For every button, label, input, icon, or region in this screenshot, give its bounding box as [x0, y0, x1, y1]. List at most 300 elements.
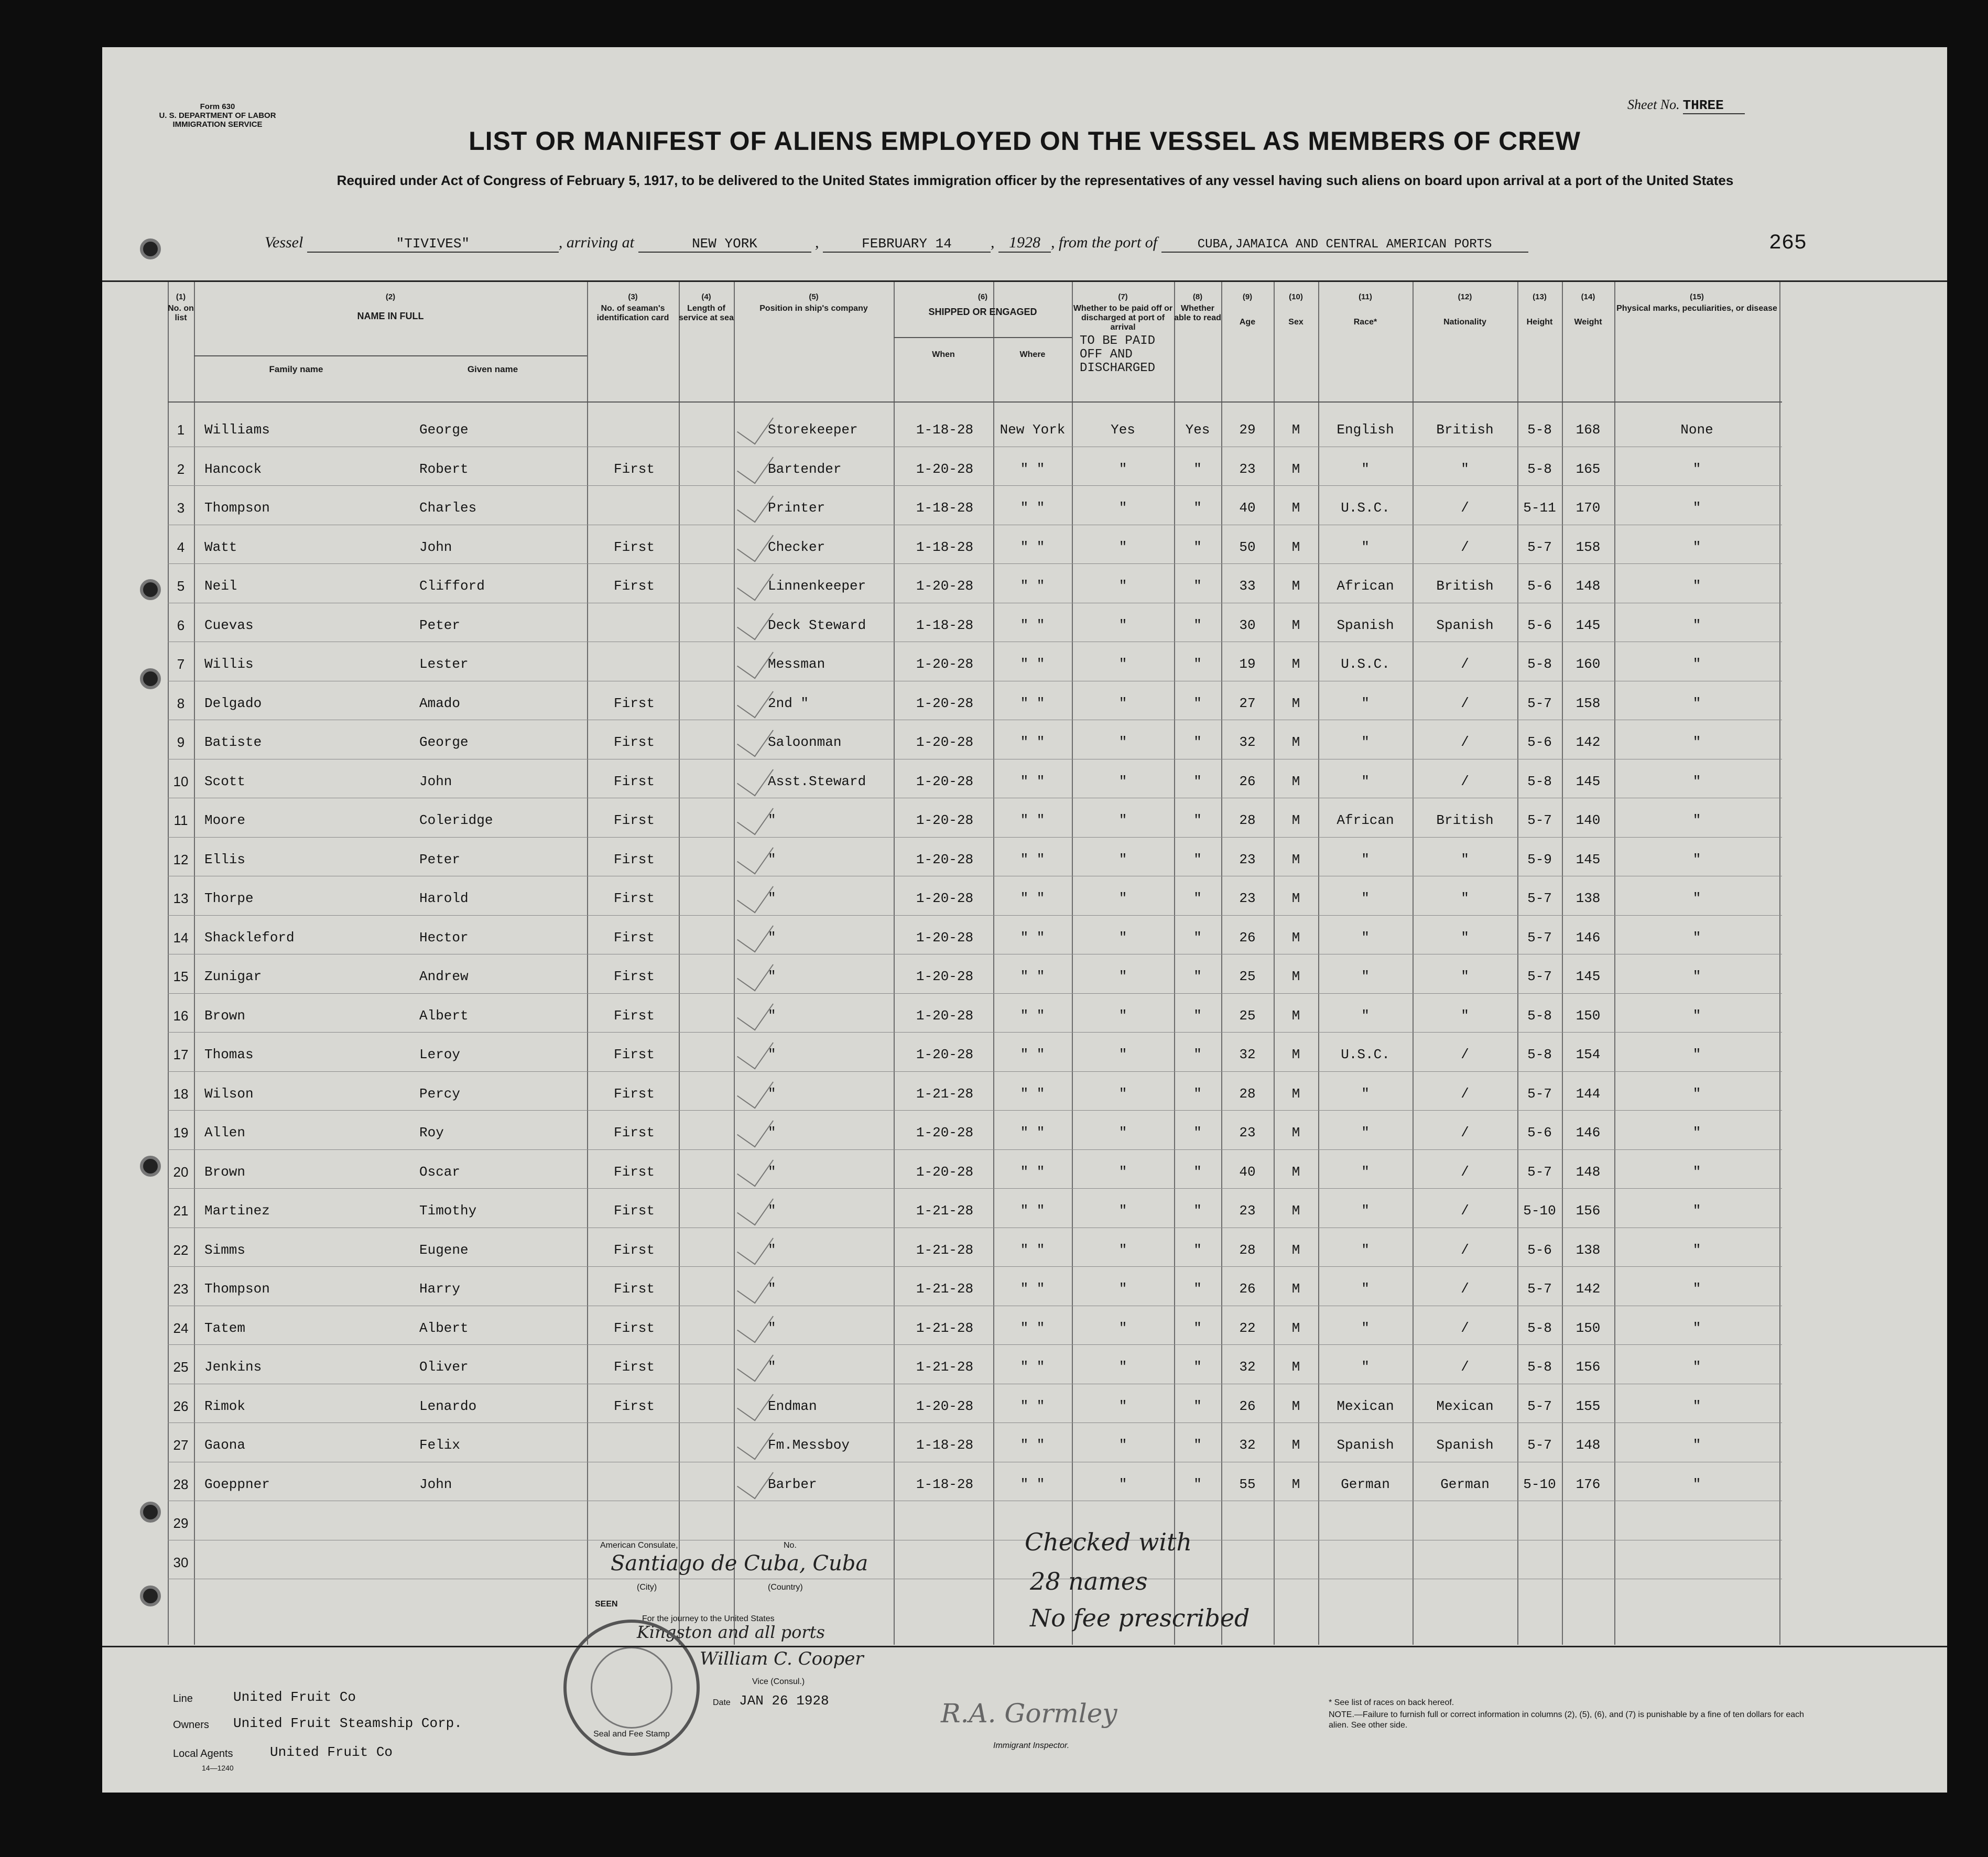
- cell-race: English: [1337, 422, 1394, 438]
- cell-paid: ": [1118, 1164, 1127, 1180]
- cell-age: 40: [1239, 1164, 1256, 1180]
- cell-nationality: /: [1461, 1320, 1469, 1336]
- check-mark: [737, 1187, 774, 1226]
- line-label: Line: [173, 1693, 193, 1704]
- cell-no: 17: [173, 1047, 189, 1062]
- cell-sex: M: [1291, 695, 1300, 711]
- cell-no: 21: [173, 1203, 189, 1219]
- cell-read: ": [1193, 500, 1202, 516]
- cell-no: 25: [173, 1359, 189, 1375]
- cell-given: Andrew: [419, 969, 469, 984]
- cell-age: 25: [1239, 1007, 1256, 1024]
- punch-hole: [140, 668, 161, 689]
- check-mark: [737, 874, 774, 914]
- consul-label: Vice (Consul.): [752, 1677, 805, 1686]
- cell-family: Wilson: [204, 1085, 254, 1102]
- cell-when: 1-20-28: [916, 969, 974, 984]
- cell-read: ": [1193, 1320, 1202, 1336]
- cell-paid: ": [1118, 1203, 1127, 1219]
- cell-paid: ": [1118, 1476, 1127, 1492]
- header-no: (1) No. on list: [168, 292, 194, 322]
- cell-where: " ": [1020, 1007, 1045, 1024]
- cell-sex: M: [1291, 1398, 1300, 1414]
- cell-paid: ": [1118, 1085, 1127, 1102]
- cell-card: First: [613, 1164, 655, 1180]
- cell-paid: ": [1118, 891, 1127, 906]
- cell-height: 5-8: [1527, 1320, 1552, 1336]
- cell-height: 5-7: [1527, 1164, 1552, 1180]
- cell-sex: M: [1291, 656, 1300, 672]
- cell-race: African: [1337, 578, 1394, 594]
- cell-position: Messman: [768, 656, 825, 672]
- cell-read: ": [1193, 812, 1202, 828]
- header-race: (11) Race*: [1353, 292, 1377, 327]
- check-mark: [737, 640, 774, 679]
- cell-family: Williams: [204, 422, 270, 438]
- check-mark: [737, 1109, 774, 1148]
- cell-when: 1-18-28: [916, 500, 974, 516]
- row-rule: [168, 485, 1782, 486]
- cell-where: " ": [1020, 1437, 1045, 1453]
- cell-paid: ": [1118, 851, 1127, 867]
- cell-position: Fm.Messboy: [768, 1437, 850, 1453]
- cell-marks: ": [1692, 539, 1701, 555]
- cell-weight: 150: [1576, 1007, 1601, 1024]
- fine-note: NOTE.—Failure to furnish full or correct information in columns (2), (5), (6), and (7) is punishable by a fine of ten dollars for each alien. See other side.: [1329, 1710, 1805, 1730]
- cell-marks: ": [1692, 1125, 1701, 1141]
- cell-given: Timothy: [419, 1203, 477, 1219]
- check-mark: [737, 1225, 774, 1265]
- cell-marks: ": [1692, 500, 1701, 516]
- cell-position: ": [768, 1359, 776, 1375]
- cell-nationality: /: [1461, 1203, 1469, 1219]
- voyage-line: Vessel "TIVIVES" , arriving at NEW YORK , FEBRUARY 14 , 1928 , from the port of CUBA,JAMAICA AND CENTRAL AMERICAN PORTS: [265, 234, 1942, 253]
- cell-read: ": [1193, 617, 1202, 633]
- cell-sex: M: [1291, 1047, 1300, 1062]
- cell-race: ": [1361, 929, 1370, 946]
- cell-paid: ": [1118, 500, 1127, 516]
- cell-read: ": [1193, 929, 1202, 946]
- cell-marks: ": [1692, 656, 1701, 672]
- cell-marks: ": [1692, 1437, 1701, 1453]
- cell-card: First: [613, 1359, 655, 1375]
- cell-age: 40: [1239, 500, 1256, 516]
- cell-sex: M: [1291, 812, 1300, 828]
- cell-weight: 156: [1576, 1203, 1601, 1219]
- cell-given: Percy: [419, 1085, 461, 1102]
- cell-age: 27: [1239, 695, 1256, 711]
- cell-nationality: ": [1461, 851, 1469, 867]
- cell-nationality: /: [1461, 1125, 1469, 1141]
- cell-weight: 144: [1576, 1085, 1601, 1102]
- cell-paid: ": [1118, 773, 1127, 789]
- cell-given: Felix: [419, 1437, 461, 1453]
- cell-read: ": [1193, 1085, 1202, 1102]
- cell-family: Thomas: [204, 1047, 254, 1062]
- cell-family: Hancock: [204, 461, 262, 477]
- cell-paid: ": [1118, 1437, 1127, 1453]
- cell-age: 22: [1239, 1320, 1256, 1336]
- cell-marks: ": [1692, 969, 1701, 984]
- cell-height: 5-7: [1527, 929, 1552, 946]
- cell-given: Charles: [419, 500, 477, 516]
- cell-card: First: [613, 1242, 655, 1258]
- print-code: 14—1240: [202, 1764, 234, 1772]
- cell-sex: M: [1291, 891, 1300, 906]
- cell-age: 19: [1239, 656, 1256, 672]
- cell-no: 4: [177, 539, 185, 555]
- cell-height: 5-6: [1527, 617, 1552, 633]
- cell-read: ": [1193, 1476, 1202, 1492]
- cell-when: 1-20-28: [916, 812, 974, 828]
- cell-given: Peter: [419, 617, 461, 633]
- cell-given: Lenardo: [419, 1398, 477, 1414]
- cell-where: " ": [1020, 1476, 1045, 1492]
- header-sex: (10) Sex: [1288, 292, 1303, 327]
- cell-marks: ": [1692, 734, 1701, 750]
- cell-family: Allen: [204, 1125, 246, 1141]
- cell-no: 29: [173, 1515, 189, 1531]
- cell-marks: ": [1692, 1476, 1701, 1492]
- header-marks: (15) Physical marks, peculiarities, or disease: [1616, 292, 1777, 313]
- cell-paid: ": [1118, 929, 1127, 946]
- annotation-checked: Checked with: [1025, 1528, 1192, 1556]
- cell-where: " ": [1020, 851, 1045, 867]
- row-rule: [168, 1344, 1782, 1345]
- cell-when: 1-18-28: [916, 1476, 974, 1492]
- cell-position: Printer: [768, 500, 825, 516]
- cell-when: 1-21-28: [916, 1242, 974, 1258]
- cell-where: " ": [1020, 1359, 1045, 1375]
- cell-where: " ": [1020, 1164, 1045, 1180]
- cell-card: First: [613, 734, 655, 750]
- cell-family: Scott: [204, 773, 246, 789]
- cell-weight: 148: [1576, 578, 1601, 594]
- cell-no: 16: [173, 1007, 189, 1024]
- seal-label: Seal and Fee Stamp: [593, 1730, 670, 1739]
- check-mark: [737, 406, 774, 445]
- cell-height: 5-7: [1527, 1281, 1552, 1297]
- cell-nationality: British: [1436, 812, 1494, 828]
- cell-marks: ": [1692, 1007, 1701, 1024]
- cell-paid: ": [1118, 812, 1127, 828]
- cell-position: ": [768, 891, 776, 906]
- cell-age: 26: [1239, 1398, 1256, 1414]
- cell-read: ": [1193, 1242, 1202, 1258]
- cell-race: ": [1361, 1085, 1370, 1102]
- cell-nationality: /: [1461, 1359, 1469, 1375]
- cell-given: Peter: [419, 851, 461, 867]
- journey-ports: Kingston and all ports: [637, 1622, 825, 1642]
- header-height: (13) Height: [1526, 292, 1553, 327]
- cell-when: 1-21-28: [916, 1281, 974, 1297]
- cell-when: 1-20-28: [916, 851, 974, 867]
- cell-paid: ": [1118, 578, 1127, 594]
- cell-race: African: [1337, 812, 1394, 828]
- cell-card: First: [613, 773, 655, 789]
- cell-height: 5-7: [1527, 695, 1552, 711]
- cell-nationality: ": [1461, 969, 1469, 984]
- cell-card: First: [613, 1085, 655, 1102]
- consulate-no-label: No.: [784, 1541, 797, 1550]
- cell-when: 1-20-28: [916, 461, 974, 477]
- cell-weight: 150: [1576, 1320, 1601, 1336]
- cell-no: 23: [173, 1281, 189, 1297]
- check-mark: [737, 523, 774, 562]
- journey-label: For the journey to the United States: [642, 1614, 775, 1623]
- cell-marks: ": [1692, 695, 1701, 711]
- cell-card: First: [613, 695, 655, 711]
- cell-where: " ": [1020, 1047, 1045, 1062]
- page-subtitle: Required under Act of Congress of February 5, 1917, to be delivered to the United States immigration officer by the representatives of any vessel having such aliens on board upon arrival at a port of the United States: [336, 172, 1734, 188]
- cell-paid: ": [1118, 734, 1127, 750]
- cell-no: 26: [173, 1398, 189, 1414]
- cell-card: First: [613, 812, 655, 828]
- annotation-names: 28 names: [1030, 1567, 1148, 1595]
- cell-age: 26: [1239, 1281, 1256, 1297]
- cell-card: First: [613, 1125, 655, 1141]
- cell-read: ": [1193, 1047, 1202, 1062]
- cell-no: 19: [173, 1125, 189, 1141]
- cell-where: " ": [1020, 656, 1045, 672]
- cell-family: Ellis: [204, 851, 246, 867]
- cell-given: Amado: [419, 695, 461, 711]
- cell-race: ": [1361, 1242, 1370, 1258]
- cell-height: 5-9: [1527, 851, 1552, 867]
- check-mark: [737, 601, 774, 640]
- cell-given: Oliver: [419, 1359, 469, 1375]
- check-mark: [737, 913, 774, 952]
- column-divider: [194, 282, 195, 1645]
- cell-height: 5-8: [1527, 461, 1552, 477]
- cell-height: 5-8: [1527, 1047, 1552, 1062]
- cell-where: " ": [1020, 1281, 1045, 1297]
- paid-off-stamp: TO BE PAID OFF AND DISCHARGED: [1080, 334, 1156, 375]
- cell-nationality: /: [1461, 1047, 1469, 1062]
- cell-position: ": [768, 1047, 776, 1062]
- punch-hole: [140, 238, 161, 259]
- cell-when: 1-20-28: [916, 1398, 974, 1414]
- page-title: LIST OR MANIFEST OF ALIENS EMPLOYED ON THE VESSEL AS MEMBERS OF CREW: [469, 126, 1581, 156]
- cell-when: 1-20-28: [916, 578, 974, 594]
- row-rule: [168, 1149, 1782, 1150]
- cell-race: ": [1361, 461, 1370, 477]
- cell-height: 5-10: [1523, 1203, 1556, 1219]
- cell-read: ": [1193, 851, 1202, 867]
- inspector-signature: R.A. Gormley: [941, 1698, 1117, 1729]
- line-value: United Fruit Co: [233, 1689, 356, 1705]
- cell-age: 23: [1239, 891, 1256, 906]
- cell-race: ": [1361, 969, 1370, 984]
- cell-read: Yes: [1185, 422, 1210, 438]
- cell-card: First: [613, 461, 655, 477]
- cell-nationality: /: [1461, 1242, 1469, 1258]
- cell-race: ": [1361, 1320, 1370, 1336]
- cell-read: ": [1193, 734, 1202, 750]
- cell-marks: ": [1692, 1085, 1701, 1102]
- cell-age: 28: [1239, 1085, 1256, 1102]
- cell-where: " ": [1020, 929, 1045, 946]
- cell-weight: 148: [1576, 1437, 1601, 1453]
- cell-age: 23: [1239, 461, 1256, 477]
- cell-sex: M: [1291, 539, 1300, 555]
- cell-position: ": [768, 1007, 776, 1024]
- cell-card: First: [613, 1398, 655, 1414]
- check-mark: [737, 718, 774, 757]
- cell-position: Storekeeper: [768, 422, 858, 438]
- cell-given: Eugene: [419, 1242, 469, 1258]
- agents-label: Local Agents: [173, 1748, 233, 1760]
- check-mark: [737, 1304, 774, 1343]
- cell-marks: ": [1692, 1164, 1701, 1180]
- cell-read: ": [1193, 656, 1202, 672]
- cell-height: 5-8: [1527, 656, 1552, 672]
- column-divider: [587, 282, 588, 1645]
- cell-sex: M: [1291, 929, 1300, 946]
- cell-given: George: [419, 734, 469, 750]
- cell-race: ": [1361, 1164, 1370, 1180]
- cell-family: Willis: [204, 656, 254, 672]
- cell-height: 5-6: [1527, 1125, 1552, 1141]
- cell-no: 9: [177, 734, 185, 750]
- cell-paid: ": [1118, 539, 1127, 555]
- cell-age: 33: [1239, 578, 1256, 594]
- row-rule: [168, 1071, 1782, 1072]
- cell-weight: 168: [1576, 422, 1601, 438]
- cell-race: Spanish: [1337, 617, 1394, 633]
- cell-card: First: [613, 851, 655, 867]
- cell-weight: 142: [1576, 1281, 1601, 1297]
- cell-weight: 140: [1576, 812, 1601, 828]
- cell-position: ": [768, 1125, 776, 1141]
- check-mark: [737, 1030, 774, 1070]
- cell-position: Asst.Steward: [768, 773, 866, 789]
- cell-nationality: British: [1436, 578, 1494, 594]
- cell-card: First: [613, 1047, 655, 1062]
- cell-sex: M: [1291, 422, 1300, 438]
- cell-weight: 138: [1576, 891, 1601, 906]
- cell-card: First: [613, 1320, 655, 1336]
- cell-position: ": [768, 929, 776, 946]
- cell-card: First: [613, 1007, 655, 1024]
- department: U. S. DEPARTMENT OF LABOR: [159, 111, 276, 120]
- cell-card: First: [613, 539, 655, 555]
- cell-race: Spanish: [1337, 1437, 1394, 1453]
- cell-when: 1-20-28: [916, 891, 974, 906]
- cell-height: 5-11: [1523, 500, 1556, 516]
- cell-sex: M: [1291, 461, 1300, 477]
- cell-paid: ": [1118, 1007, 1127, 1024]
- cell-sex: M: [1291, 969, 1300, 984]
- cell-given: Leroy: [419, 1047, 461, 1062]
- cell-race: ": [1361, 1125, 1370, 1141]
- cell-where: " ": [1020, 1242, 1045, 1258]
- cell-sex: M: [1291, 851, 1300, 867]
- cell-age: 28: [1239, 1242, 1256, 1258]
- cell-given: Roy: [419, 1125, 444, 1141]
- cell-where: " ": [1020, 969, 1045, 984]
- header-read: (8) Whether able to read: [1174, 292, 1221, 322]
- cell-paid: ": [1118, 1047, 1127, 1062]
- cell-weight: 145: [1576, 773, 1601, 789]
- cell-sex: M: [1291, 1320, 1300, 1336]
- cell-age: 32: [1239, 1359, 1256, 1375]
- punch-hole: [140, 1502, 161, 1523]
- cell-weight: 154: [1576, 1047, 1601, 1062]
- cell-position: ": [768, 1320, 776, 1336]
- cell-marks: ": [1692, 461, 1701, 477]
- check-mark: [737, 991, 774, 1030]
- cell-no: 6: [177, 617, 185, 633]
- check-mark: [737, 444, 774, 484]
- cell-no: 22: [173, 1242, 189, 1258]
- cell-sex: M: [1291, 1281, 1300, 1297]
- cell-age: 28: [1239, 812, 1256, 828]
- row-rule: [168, 1188, 1782, 1189]
- cell-given: Albert: [419, 1007, 469, 1024]
- cell-paid: ": [1118, 1398, 1127, 1414]
- row-rule: [168, 915, 1782, 916]
- cell-card: First: [613, 891, 655, 906]
- cell-age: 55: [1239, 1476, 1256, 1492]
- cell-family: Cuevas: [204, 617, 254, 633]
- cell-nationality: /: [1461, 695, 1469, 711]
- cell-nationality: /: [1461, 773, 1469, 789]
- cell-marks: ": [1692, 773, 1701, 789]
- cell-weight: 145: [1576, 851, 1601, 867]
- cell-sex: M: [1291, 578, 1300, 594]
- cell-card: First: [613, 1281, 655, 1297]
- cell-when: 1-18-28: [916, 1437, 974, 1453]
- cell-height: 5-8: [1527, 1007, 1552, 1024]
- cell-where: " ": [1020, 578, 1045, 594]
- cell-weight: 138: [1576, 1242, 1601, 1258]
- cell-height: 5-7: [1527, 1085, 1552, 1102]
- cell-given: Harry: [419, 1281, 461, 1297]
- check-mark: [737, 679, 774, 718]
- cell-race: U.S.C.: [1341, 1047, 1390, 1062]
- check-mark: [737, 484, 774, 523]
- cell-given: John: [419, 773, 452, 789]
- arrival-year: 1928: [998, 234, 1051, 253]
- cell-nationality: /: [1461, 1281, 1469, 1297]
- cell-no: 5: [177, 578, 185, 594]
- cell-when: 1-20-28: [916, 1125, 974, 1141]
- cell-family: Delgado: [204, 695, 262, 711]
- cell-family: Brown: [204, 1007, 246, 1024]
- cell-height: 5-8: [1527, 1359, 1552, 1375]
- cell-family: Thorpe: [204, 891, 254, 906]
- cell-marks: ": [1692, 1281, 1701, 1297]
- row-rule: [168, 1032, 1782, 1033]
- cell-family: Rimok: [204, 1398, 246, 1414]
- cell-nationality: /: [1461, 1085, 1469, 1102]
- cell-weight: 155: [1576, 1398, 1601, 1414]
- check-mark: [737, 562, 774, 601]
- cell-read: ": [1193, 1125, 1202, 1141]
- cell-where: New York: [1000, 422, 1066, 438]
- cell-no: 28: [173, 1476, 189, 1492]
- cell-weight: 158: [1576, 539, 1601, 555]
- cell-age: 29: [1239, 422, 1256, 438]
- consulate-date: JAN 26 1928: [739, 1693, 829, 1709]
- cell-when: 1-20-28: [916, 1047, 974, 1062]
- cell-nationality: /: [1461, 500, 1469, 516]
- cell-marks: ": [1692, 1047, 1701, 1062]
- cell-family: Zunigar: [204, 969, 262, 984]
- cell-family: Martinez: [204, 1203, 270, 1219]
- cell-race: ": [1361, 1203, 1370, 1219]
